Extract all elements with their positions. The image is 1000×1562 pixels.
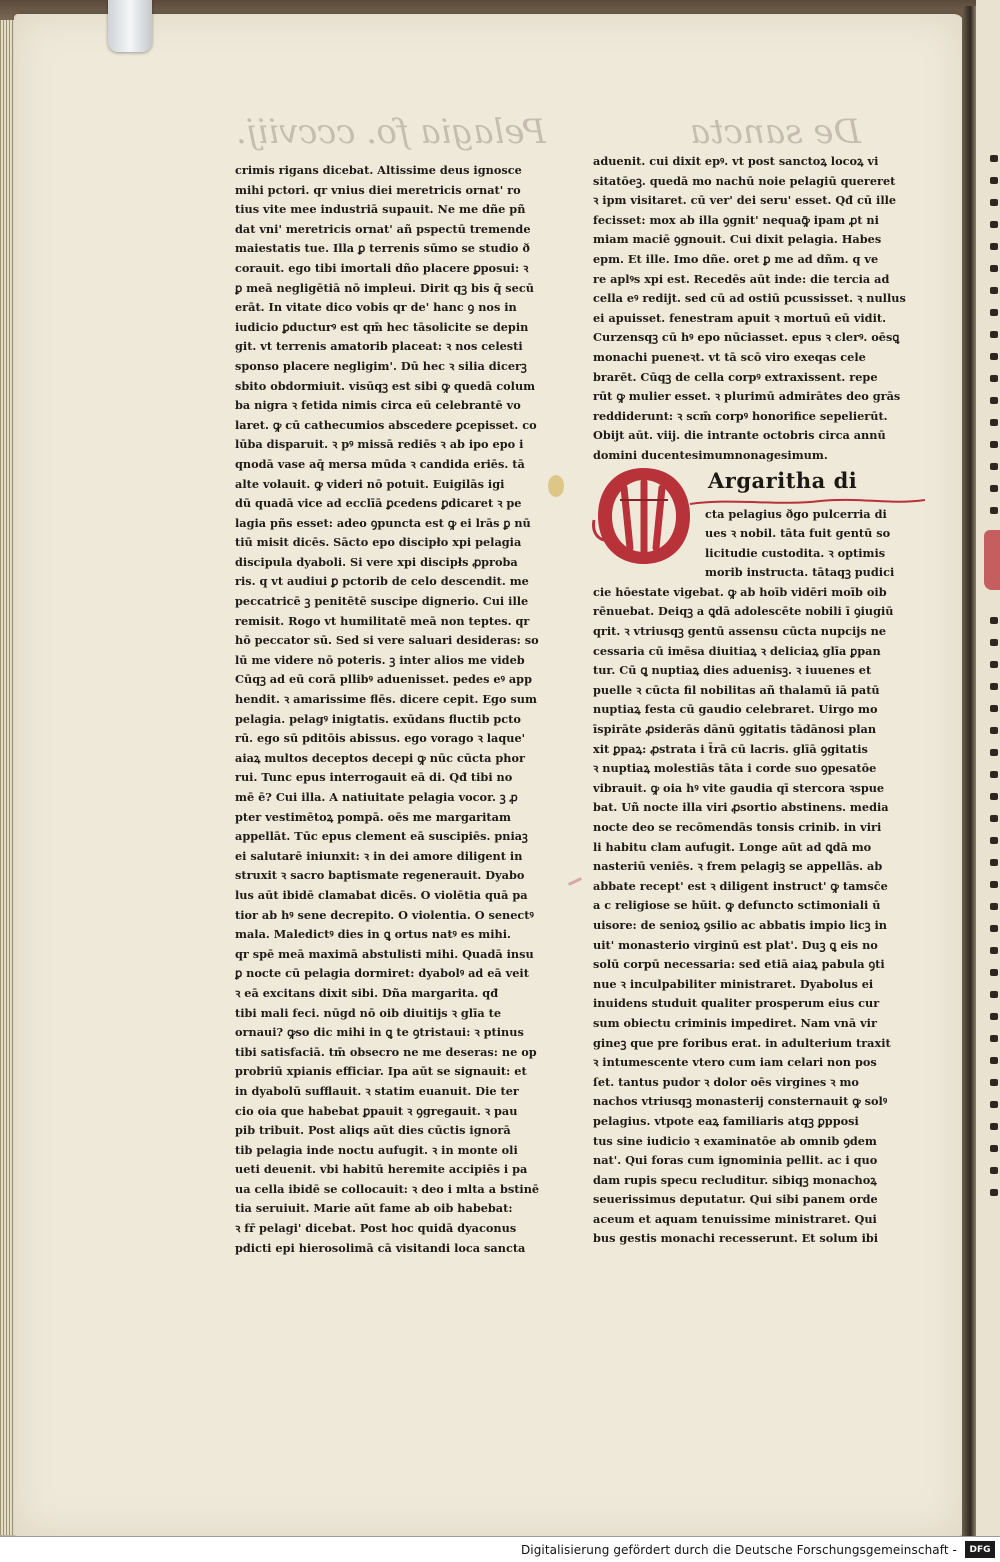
text-line: licitudie custodita. ꝛ optimis	[705, 545, 886, 560]
facing-page-text-fragment	[990, 661, 998, 668]
text-line: cta pelagius ðgo pulcerria di	[705, 506, 887, 521]
facing-page-text-fragment	[990, 441, 998, 448]
facing-page-text-fragment	[990, 881, 998, 888]
facing-page-text-fragment	[990, 397, 998, 404]
red-initial-m-icon	[590, 460, 698, 570]
text-line: sbito obdormiuit. visūqꝫ est sibi ꝙ quedā colum	[235, 378, 536, 393]
running-head-right-showthrough: De sancta	[690, 112, 861, 152]
book-gutter	[962, 6, 976, 1536]
text-line: dū quadā vice ad ecclīā ꝑcedens ꝑdicaret ꝛ pe	[235, 496, 522, 511]
text-line: ues ꝛ nobil. tāta fuit gentū so	[705, 526, 891, 541]
facing-page-text-fragment	[990, 155, 998, 162]
text-line: struxit ꝛ sacro baptismate regenerauit. Dyabo	[235, 868, 525, 883]
text-line: dat vni' meretricis ornat' añ pspectū tremende	[235, 221, 531, 236]
facing-page-text-fragment	[990, 837, 998, 844]
text-line: mē ē? Cui illa. A natiuitate pelagia vocor. ꝫ ꝓ	[235, 790, 518, 804]
text-line: sponso placere negligim'. Dū hec ꝛ silia dicerꝫ	[235, 358, 527, 373]
text-line: iudicio ꝑducturꝰ est qm̄ hec tāsolicite se depin	[235, 319, 529, 334]
text-line: rūt ꝙ mulier esset. ꝛ plurimū admirātes deo grās	[593, 389, 901, 404]
text-line: erāt. In vitate dico vobis qr de' hanc ꝯ nos in	[235, 300, 517, 315]
facing-page-text-fragment	[990, 903, 998, 910]
text-line: vibrauit. ꝙ oia hꝰ vite gaudia qī stercora ꝛspue	[593, 780, 885, 795]
text-line: bat. Uñ nocte illa viri ꝓsortio abstinens. media	[593, 800, 889, 815]
text-line: ꝛ nuptiaꝝ molestiās tāta i corde suo ꝯpesatōe	[593, 761, 877, 776]
facing-page-text-fragment	[990, 419, 998, 426]
facing-page-text-fragment	[990, 771, 998, 778]
facing-page-text-fragment	[990, 617, 998, 624]
text-line: probriū xpianis efficiar. Ipa aūt se signauit: et	[235, 1064, 527, 1079]
facing-page-text-fragment	[990, 947, 998, 954]
text-line: pib tribuit. Post aliqs aūt dies cūctis ignorā	[235, 1123, 511, 1138]
text-line: lūba disparuit. ꝛ pꝰ missā rediēs ꝛ ab ipo epo i	[235, 437, 524, 452]
text-line: inuidens studuit qualiter prosperum eius cur	[593, 996, 880, 1011]
text-line: qrit. ꝛ vtriusqꝫ gentū assensu cūcta nupcijs ne	[593, 624, 887, 639]
text-line: cie hōestate vigebat. ꝙ ab hoīb vidēri moīb oib	[593, 584, 887, 599]
text-line: ua cella ibidē se collocauit: ꝛ deo i mlta a bstinē	[235, 1181, 540, 1196]
text-line: aiaꝝ multos deceptos decepi ꝙ nūc cūcta phor	[235, 750, 525, 765]
text-line: tibi satisfaciā. tm̄ obsecro ne me deseras: ne op	[235, 1044, 537, 1059]
text-line: miam maciē ꝯgnouit. Cui dixit pelagia. Habes	[593, 232, 882, 247]
facing-page-text-fragment	[990, 243, 998, 250]
text-line: domini ducentesimumnonagesimum.	[593, 447, 828, 462]
right-text-column	[593, 152, 923, 1249]
facing-page-text-fragment	[990, 793, 998, 800]
facing-page-text-fragment	[990, 1145, 998, 1152]
footer-credit: Digitalisierung gefördert durch die Deutsche Forschungsgemeinschaft -	[520, 1542, 957, 1557]
text-line: tiū misit dicēs. Sācto epo discipło xpi pelagia	[235, 535, 522, 550]
facing-page-text-fragment	[990, 1013, 998, 1020]
text-line: ꝑ meā negligētiā nō impleui. Dirit qꝫ bis q̄ secū	[235, 280, 534, 295]
text-line: lū me videre nō poteris. ꝫ inter alios me videb	[235, 652, 525, 667]
text-line: seuerissimus deputatur. Qui sibi panem orde	[593, 1192, 878, 1207]
text-line: li habitu clam aufugit. Longe aūt ad ꝗdā mo	[593, 839, 872, 854]
text-line: uisore: de senioꝝ ꝯsilio ac abbatis impio licꝫ in	[593, 917, 887, 932]
facing-page-text-fragment	[990, 199, 998, 206]
text-line: remisit. Rogo vt humilitatē meā non teptes. qr	[235, 613, 530, 628]
text-line: ris. q vt audiui ꝑ pctorib de celo descendit. me	[235, 574, 529, 589]
text-line: tia seruiuit. Marie aūt fame ab oib habebat:	[235, 1201, 513, 1216]
text-line: bus gestis monachi recesserunt. Et solum ibi	[593, 1231, 879, 1246]
facing-page-text-fragment	[990, 859, 998, 866]
text-line: ei apuisset. fenestram apuit ꝛ mortuū eū vidit.	[593, 310, 887, 325]
text-line: laret. ꝙ cū cathecumios abscedere ꝑcepisset. co	[235, 417, 537, 432]
left-text-column	[235, 161, 565, 1258]
text-line: ꝑ nocte cū pelagia dormiret: dyabolꝰ ad eā veit	[235, 966, 529, 981]
text-line: rēnuebat. Deiqꝫ a ꝗdā adolescēte nobili ī ꝯiugiū	[593, 604, 894, 619]
facing-page-text-fragment	[990, 331, 998, 338]
text-line: pelagia. pelagꝰ inigtatis. exūdans fluctib pcto	[235, 711, 521, 726]
facing-page-text-fragment	[990, 1101, 998, 1108]
text-line: nocte deo se recōmendās tonsis crinib. in viri	[593, 820, 882, 834]
text-line: nuptiaꝝ festa cū gaudio celebraret. Uirgo mo	[593, 702, 878, 717]
text-line: ꝛ ipm visitaret. cū ver' dei seru' esset. Qđ cū ille	[593, 193, 897, 208]
text-line: nasteriū veniēs. ꝛ frem pelagiꝫ se appellās. ab	[593, 859, 883, 874]
paper-clip	[108, 0, 152, 52]
text-line: morib instructa. tātaqꝫ pudici	[705, 565, 895, 580]
text-line: appellāt. Tūc epus clement eā suscipiēs. pniaꝫ	[235, 829, 528, 844]
facing-page-text-fragment	[990, 1123, 998, 1130]
chapter-heading: Argaritha di	[708, 468, 858, 493]
facing-page-text-fragment	[990, 1057, 998, 1064]
text-line: git. vt terrenis amatorib placeat: ꝛ nos celesti	[235, 339, 523, 354]
text-line: pter vestimētoꝝ pompā. oēs me margaritam	[235, 809, 511, 824]
red-flourish-icon	[690, 496, 925, 508]
text-line: ueti deuenit. vbi habitū heremite accipiēs i pa	[235, 1162, 528, 1177]
facing-page-text-fragment	[990, 1035, 998, 1042]
text-line: fecisset: mox ab illa ꝯgnit' nequaꝙ̄ ipam ꝓt ni	[593, 212, 879, 227]
facing-page-text-fragment	[990, 705, 998, 712]
text-line: brarēt. Cūqꝫ de cella corpꝰ extraxissent. repe	[593, 369, 878, 384]
facing-page-red-initial	[984, 530, 1000, 590]
text-line: crimis rigans dicebat. Altissime deus ignosce	[235, 163, 522, 177]
text-line: mala. Maledictꝰ dies in ꝗ ortus natꝰ es mihi.	[235, 927, 511, 942]
text-line: re aplꝰs xpi est. Recedēs aūt inde: die tercia ad	[593, 271, 890, 286]
facing-page-text-fragment	[990, 485, 998, 492]
facing-page-text-fragment	[990, 375, 998, 382]
facing-page-text-fragment	[990, 177, 998, 184]
text-line: maiestatis tue. Illa ꝑ terrenis sūmo se studio ð	[235, 241, 530, 256]
text-line: tib pelagia inde noctu aufugit. ꝛ in monte oli	[235, 1142, 518, 1157]
text-line: nachos vtriusqꝫ monasterij consternauit ꝙ solꝰ	[593, 1094, 888, 1109]
text-line: rū. ego sū pditōis abissus. ego vorago ꝛ laque'	[235, 731, 526, 746]
text-line: ꝛ fr̄ pelagi' dicebat. Post hoc quidā dyaconus	[235, 1221, 517, 1236]
text-line: hō peccator sū. Sed si vere saluari desideras: so	[235, 633, 539, 648]
facing-page-text-fragment	[990, 727, 998, 734]
facing-page-text-fragment	[990, 221, 998, 228]
running-head-left-showthrough: Pelagia fo. cccviij.	[236, 112, 546, 152]
text-line: nat'. Qui foras cum ignominia pellit. ac i quo	[593, 1153, 878, 1168]
text-line: pelagius. vtpote eaꝝ familiaris atqꝫ ꝑpposi	[593, 1113, 859, 1128]
text-line: in dyabolū sufflauit. ꝛ statim euanuit. Die ter	[235, 1083, 519, 1098]
text-line: lus aūt ibidē clamabat dicēs. O violētia quā pa	[235, 887, 528, 902]
text-line: puelle ꝛ cūcta fil nobilitas añ thalamū iā patū	[593, 682, 880, 697]
text-line: qnodā vase aq̄ mersa mūda ꝛ candida eriēs. tā	[235, 456, 525, 471]
text-line: lagia pñs esset: adeo ꝯpuncta est ꝙ ei lrās ꝑ nū	[235, 515, 531, 530]
facing-page-edge	[976, 0, 1000, 1536]
text-line: uit' monasterio virginū est plat'. Duꝫ ꝗ eis no	[593, 937, 878, 952]
text-line: corauit. ego tibi imortali dño placere ꝑposui: ꝛ	[235, 260, 529, 275]
facing-page-text-fragment	[990, 1167, 998, 1174]
text-line: ba nigra ꝛ fetida nimis circa eū celebrantē vo	[235, 398, 521, 413]
facing-page-text-fragment	[990, 991, 998, 998]
facing-page-text-fragment	[990, 265, 998, 272]
facing-page-text-fragment	[990, 353, 998, 360]
text-line: ei salutarē iniunxit: ꝛ in dei amore diligent in	[235, 848, 523, 863]
text-line: abbate recept' est ꝛ diligent instruct' ꝙ tamsc̄e	[593, 878, 888, 893]
text-line: reddiderunt: ꝛ scm̄ corpꝰ honorifice sepelierūt.	[593, 408, 888, 423]
text-line: peccatricē ꝫ penitētē suscipe dignerio. Cui ille	[235, 594, 529, 609]
text-line: dam rupis specu recluditur. sibiqꝫ monachoꝝ	[593, 1172, 877, 1187]
facing-page-text-fragment	[990, 287, 998, 294]
text-line: cio oia que habebat ꝑpauit ꝛ ꝯgregauit. ꝛ pau	[235, 1103, 518, 1118]
text-line: gineꝫ que pre foribus erat. in adulterium traxit	[593, 1035, 891, 1050]
facing-page-text-fragment	[990, 1079, 998, 1086]
text-line: tior ab hꝰ sene decrepito. O violentia. O senectꝰ	[235, 907, 534, 922]
facing-page-text-fragment	[990, 1189, 998, 1196]
text-line: sum obiectu criminis impediret. Nam vnā vir	[593, 1015, 877, 1030]
text-line: a c religiose se hūit. ꝙ defuncto sctimoniali ū	[593, 898, 881, 913]
text-line: aduenit. cui dixit epꝰ. vt post sanctoꝝ locoꝝ vi	[593, 154, 879, 168]
text-line: discipula dyaboli. Si vere xpi discipłs ꝓproba	[235, 554, 518, 569]
facing-page-text-fragment	[990, 969, 998, 976]
text-line: aceum et aquam tenuissime ministraret. Qui	[593, 1211, 877, 1226]
digitization-footer	[0, 1536, 1000, 1562]
text-line: xit ꝑpaꝝ: ꝓstrata i t̄rā cū lacris. glīā ꝯgitatis	[593, 741, 868, 756]
text-line: mihi pctori. qr vnius diei meretricis ornat' ro	[235, 182, 521, 197]
text-line: īspirāte ꝓsiderās dānū ꝯgitatis tādānosi plan	[593, 722, 877, 737]
facing-page-text-fragment	[990, 309, 998, 316]
facing-page-text-fragment	[990, 749, 998, 756]
facing-page-text-fragment	[990, 507, 998, 514]
text-line: pdicti epi hierosolimā cā visitandi loca sancta	[235, 1240, 526, 1255]
text-line: ornaui? ꝙso dic mihi in ꝗ te ꝯtristaui: ꝛ ptinus	[235, 1025, 524, 1040]
text-line: Obijt aūt. viij. die intrante octobris circa annū	[593, 428, 886, 443]
text-line: monachi pueneꝛt. vt tā scō viro exeqas cele	[593, 349, 866, 364]
text-line: ꝛ eā excitans dixit sibi. Dña margarita. qđ	[235, 985, 499, 1000]
facing-page-text-fragment	[990, 925, 998, 932]
text-line: ſet. tantus pudor ꝛ dolor oēs virgines ꝛ mo	[593, 1074, 859, 1089]
text-line: tius vite mee industriā supauit. Ne me dñe pñ	[235, 202, 526, 217]
text-line: rui. Tunc epus interrogauit eā di. Qđ tibi no	[235, 770, 513, 785]
text-line: alte volauit. ꝙ videri nō potuit. Euigilās igi	[235, 476, 505, 491]
text-line: Cūqꝫ ad eū corā pllibꝰ aduenisset. pedes eꝰ app	[235, 672, 532, 687]
facing-page-text-fragment	[990, 639, 998, 646]
text-line: Curzensqꝫ cū hꝰ epo nūciasset. epus ꝛ clerꝰ. oēsꝗ	[593, 330, 900, 345]
facing-page-text-fragment	[990, 683, 998, 690]
text-line: epm. Et ille. Imo dñe. oret ꝑ me ad dñm. q ve	[593, 251, 879, 266]
text-line: sitatōeꝫ. quedā mo nachū noie pelagiū quereret	[593, 173, 896, 188]
text-line: ꝛ intumescente vtero cum iam celari non pos	[593, 1055, 877, 1070]
text-line: tur. Cū ꝗ nuptiaꝝ dies aduenisꝫ. ꝛ iuuenes et	[593, 663, 872, 678]
text-line: tus sine iudicio ꝛ examinatōe ab omnib ꝯdem	[593, 1133, 877, 1148]
text-line: solū corpū necessaria: sed etiā aiaꝝ pabula ꝯti	[593, 957, 885, 972]
text-line: cella eꝰ redijt. sed cū ad ostiū pcussisset. ꝛ nullus	[593, 291, 906, 306]
text-line: nue ꝛ inculpabiliter ministraret. Dyabolus ei	[593, 976, 874, 991]
text-line: hendit. ꝛ amarissime flēs. dicere cepit. Ego sum	[235, 692, 537, 707]
text-line: qr spē meā maximā abstulisti mihi. Quadā insu	[235, 946, 534, 961]
text-line: cessaria cū imēsa diuitiaꝝ ꝛ deliciaꝝ glīa ꝑpan	[593, 643, 881, 658]
facing-page-text-fragment	[990, 463, 998, 470]
dfg-logo: DFG	[965, 1541, 995, 1558]
facing-page-text-fragment	[990, 815, 998, 822]
text-line: tibi mali feci. nūgd nō oib diuitijs ꝛ glīa te	[235, 1005, 502, 1020]
